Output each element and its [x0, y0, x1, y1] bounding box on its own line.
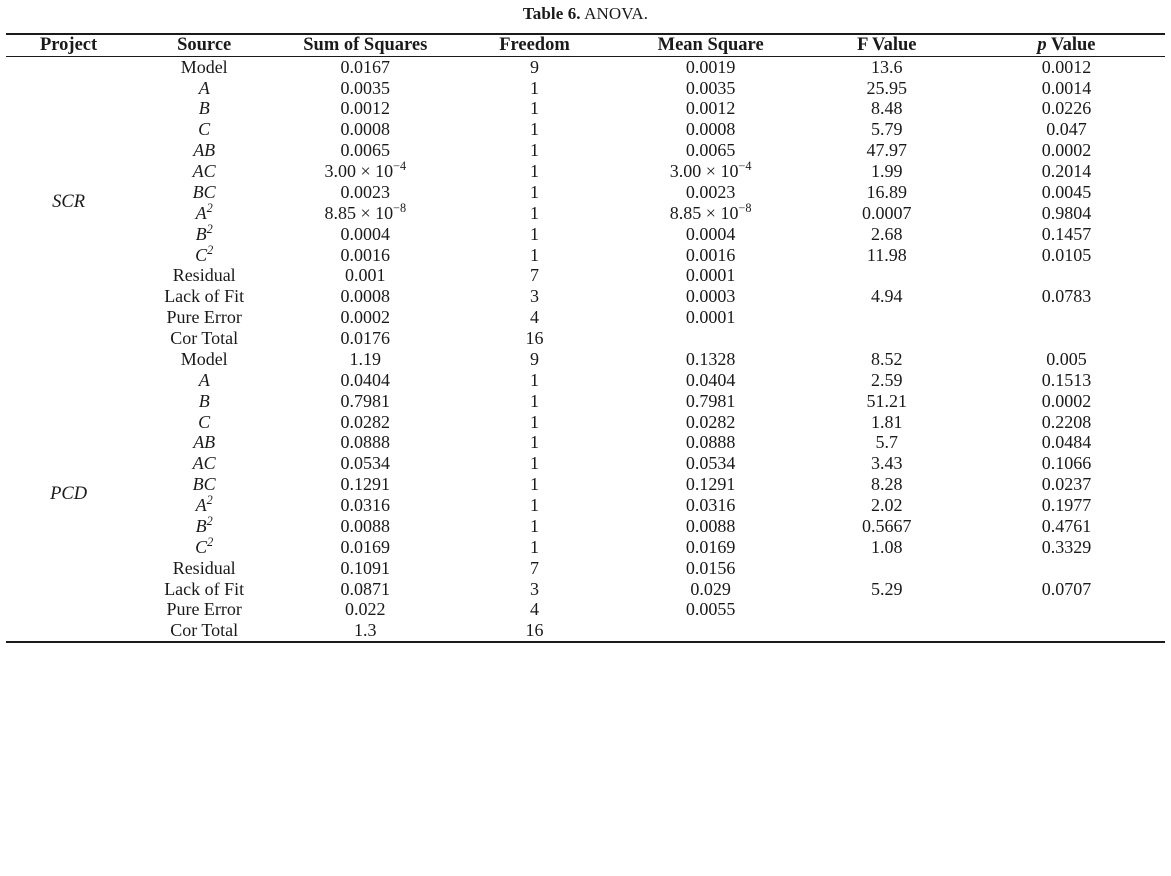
mean-square-cell: 0.0003 [685, 286, 736, 307]
freedom-cell: 1 [529, 474, 539, 495]
table-row [6, 98, 1165, 119]
sum-of-squares-cell: 0.0008 [340, 119, 391, 140]
freedom-cell: 1 [529, 432, 539, 453]
p-value-cell: 0.2208 [1041, 411, 1092, 432]
p-value-cell: 0.1513 [1041, 369, 1092, 390]
sum-of-squares-cell: 0.0316 [340, 495, 391, 516]
column-header-mean-square: Mean Square [657, 35, 764, 55]
p-value-cell: 0.1457 [1041, 223, 1092, 244]
sum-of-squares-cell: 0.0404 [340, 369, 391, 390]
source-cell: $B^2$ [195, 513, 213, 536]
rule-bottom [6, 642, 1165, 643]
sum-of-squares-cell: 0.0176 [340, 328, 391, 349]
p-value-cell: 0.0105 [1041, 244, 1092, 265]
mean-square-cell: 0.0001 [685, 265, 736, 286]
p-value-cell: 0.047 [1046, 119, 1087, 140]
f-value-cell: 5.29 [871, 578, 903, 599]
p-value-cell: 0.0783 [1041, 286, 1092, 307]
table-row [6, 599, 1165, 620]
p-value-cell [968, 620, 1165, 642]
table-row [6, 57, 1165, 78]
sum-of-squares-cell: 0.0023 [340, 181, 391, 202]
p-value-cell: 0.0484 [1041, 432, 1092, 453]
f-value-cell [806, 620, 968, 642]
freedom-cell: 3 [529, 286, 539, 307]
table-row [6, 495, 1165, 516]
f-value-cell: 1.08 [871, 536, 903, 557]
table-row [6, 432, 1165, 453]
sum-of-squares-cell: 0.0008 [340, 286, 391, 307]
source-cell: Model [180, 348, 228, 369]
f-value-cell: 8.28 [871, 474, 903, 495]
f-value-cell: 51.21 [866, 390, 908, 411]
f-value-cell [806, 307, 968, 328]
f-value-cell [806, 328, 968, 349]
mean-square-cell: 0.0282 [685, 411, 736, 432]
table-row [6, 119, 1165, 140]
source-cell: A [198, 77, 210, 98]
freedom-cell: 4 [529, 599, 539, 620]
source-cell: Pure Error [166, 599, 242, 620]
p-value-cell: 0.0045 [1041, 181, 1092, 202]
f-value-cell: 8.48 [871, 98, 903, 119]
freedom-cell: 3 [529, 578, 539, 599]
source-cell: $C^2$ [195, 534, 214, 557]
table-row [6, 579, 1165, 600]
mean-square-cell: 0.1328 [685, 348, 736, 369]
source-cell: Lack of Fit [164, 286, 245, 307]
freedom-cell: 1 [529, 453, 539, 474]
source-cell: C [198, 119, 211, 140]
freedom-cell: 1 [529, 369, 539, 390]
freedom-cell: 7 [529, 557, 539, 578]
table-row [6, 265, 1165, 286]
sum-of-squares-cell: $8.85 \times 10^{-8}$ [324, 200, 407, 223]
f-value-cell: 8.52 [871, 348, 903, 369]
mean-square-cell: 0.0088 [685, 515, 736, 536]
freedom-cell: 1 [529, 536, 539, 557]
p-value-cell: 0.1977 [1041, 495, 1092, 516]
mean-square-cell: 0.1291 [685, 474, 736, 495]
source-cell: Cor Total [170, 328, 239, 349]
p-value-cell: 0.0012 [1041, 56, 1092, 77]
freedom-cell: 9 [529, 56, 539, 77]
mean-square-cell: 0.0534 [685, 453, 736, 474]
p-value-cell: 0.0014 [1041, 77, 1092, 98]
table-row [6, 328, 1165, 349]
mean-square-cell: 0.0404 [685, 369, 736, 390]
f-value-cell: 5.79 [871, 119, 903, 140]
freedom-cell: 9 [529, 348, 539, 369]
p-value-cell: 0.005 [1046, 348, 1087, 369]
sum-of-squares-cell: 0.0088 [340, 515, 391, 536]
freedom-cell: 1 [529, 223, 539, 244]
table-row [6, 140, 1165, 161]
sum-of-squares-cell: 0.0035 [340, 77, 391, 98]
table-row [6, 161, 1165, 182]
source-cell: A [198, 369, 210, 390]
sum-of-squares-cell: 0.0169 [340, 536, 391, 557]
p-value-cell: 0.4761 [1041, 515, 1092, 536]
mean-square-cell: 0.0016 [685, 244, 736, 265]
f-value-cell: 5.7 [875, 432, 899, 453]
mean-square-cell: 0.0156 [685, 557, 736, 578]
table-row [6, 558, 1165, 579]
table-row [6, 349, 1165, 370]
table-row [6, 474, 1165, 495]
freedom-cell: 1 [529, 98, 539, 119]
p-value-cell: 0.0226 [1041, 98, 1092, 119]
freedom-cell: 1 [529, 244, 539, 265]
freedom-cell: 16 [525, 328, 544, 349]
sum-of-squares-cell: 0.0002 [340, 307, 391, 328]
table-row [6, 516, 1165, 537]
table-row [6, 537, 1165, 558]
sum-of-squares-cell: 0.1291 [340, 474, 391, 495]
table-caption-label: Table 6. [522, 4, 581, 23]
sum-of-squares-cell: 0.0012 [340, 98, 391, 119]
mean-square-cell: 0.0316 [685, 495, 736, 516]
table-row [6, 286, 1165, 307]
mean-square-cell: $3.00 \times 10^{-4}$ [669, 159, 752, 182]
column-header-sum-of-squares: Sum of Squares [303, 35, 428, 55]
freedom-cell: 1 [529, 77, 539, 98]
freedom-cell: 1 [529, 119, 539, 140]
table-row [6, 203, 1165, 224]
f-value-cell: 1.99 [871, 161, 903, 182]
sum-of-squares-cell: 0.022 [345, 599, 386, 620]
sum-of-squares-cell: 0.001 [345, 265, 386, 286]
source-cell: BC [192, 474, 216, 495]
f-value-cell: 16.89 [866, 181, 908, 202]
source-cell: B [198, 390, 210, 411]
p-value-cell: 0.0237 [1041, 474, 1092, 495]
freedom-cell: 16 [525, 620, 544, 641]
f-value-cell: 2.02 [871, 495, 903, 516]
f-value-cell: 47.97 [866, 140, 908, 161]
f-value-cell: 0.5667 [862, 515, 912, 536]
sum-of-squares-cell: 0.0888 [340, 432, 391, 453]
column-header-freedom: Freedom [499, 35, 570, 55]
table-caption-text: ANOVA. [584, 4, 649, 23]
p-value-cell: 0.1066 [1041, 453, 1092, 474]
source-cell: $A^2$ [195, 493, 213, 516]
header-row [6, 35, 1165, 56]
table-row [6, 412, 1165, 433]
f-value-cell: 2.68 [871, 223, 903, 244]
mean-square-cell: 0.029 [690, 578, 731, 599]
p-value-cell: 0.0002 [1041, 140, 1092, 161]
freedom-cell: 1 [529, 390, 539, 411]
table-row [6, 78, 1165, 99]
source-cell: Cor Total [170, 620, 239, 641]
source-cell: AB [193, 432, 216, 453]
sum-of-squares-cell: 0.0534 [340, 453, 391, 474]
f-value-cell: 0.0007 [862, 202, 912, 223]
mean-square-cell: $8.85 \times 10^{-8}$ [669, 200, 752, 223]
table-row [6, 453, 1165, 474]
table-row [6, 391, 1165, 412]
p-value-cell [968, 328, 1165, 349]
source-cell: Lack of Fit [164, 578, 245, 599]
column-header-source: Source [177, 35, 232, 55]
sum-of-squares-cell: $3.00 \times 10^{-4}$ [324, 159, 407, 182]
column-header-f-value: F Value [857, 35, 917, 55]
mean-square-cell [616, 620, 806, 642]
table-footer [6, 642, 1165, 643]
mean-square-cell: 0.0065 [685, 140, 736, 161]
mean-square-cell: 0.0888 [685, 432, 736, 453]
column-header-project: Project [40, 35, 98, 55]
f-value-cell [806, 599, 968, 620]
p-value-cell: 0.0002 [1041, 390, 1092, 411]
mean-square-cell: 0.0008 [685, 119, 736, 140]
p-value-cell: 0.3329 [1041, 536, 1092, 557]
table-row [6, 307, 1165, 328]
p-value-cell [968, 599, 1165, 620]
f-value-cell: 3.43 [871, 453, 903, 474]
freedom-cell: 7 [529, 265, 539, 286]
p-value-cell [968, 307, 1165, 328]
source-cell: Residual [172, 557, 236, 578]
freedom-cell: 1 [529, 202, 539, 223]
source-cell: AB [193, 140, 216, 161]
p-value-cell [968, 558, 1165, 579]
source-cell: AC [192, 161, 216, 182]
source-cell: B [198, 98, 210, 119]
mean-square-cell: 0.0019 [685, 56, 736, 77]
sum-of-squares-cell: 1.19 [349, 348, 382, 369]
mean-square-cell [616, 328, 806, 349]
source-cell: C [198, 411, 211, 432]
mean-square-cell: 0.0001 [685, 307, 736, 328]
sum-of-squares-cell: 0.7981 [340, 390, 391, 411]
sum-of-squares-cell: 0.1091 [340, 557, 391, 578]
source-cell: BC [192, 181, 216, 202]
freedom-cell: 4 [529, 307, 539, 328]
freedom-cell: 1 [529, 495, 539, 516]
freedom-cell: 1 [529, 181, 539, 202]
freedom-cell: 1 [529, 161, 539, 182]
source-cell: $C^2$ [195, 242, 214, 265]
table-caption [6, 0, 1165, 33]
source-cell: Residual [172, 265, 236, 286]
p-value-cell: 0.0707 [1041, 578, 1092, 599]
mean-square-cell: 0.0012 [685, 98, 736, 119]
table-row [6, 370, 1165, 391]
sum-of-squares-cell: 0.0065 [340, 140, 391, 161]
f-value-cell [806, 558, 968, 579]
f-value-cell: 13.6 [871, 56, 903, 77]
sum-of-squares-cell: 0.0004 [340, 223, 391, 244]
p-value-cell [968, 265, 1165, 286]
source-cell: Pure Error [166, 307, 242, 328]
table-row [6, 224, 1165, 245]
source-cell: Model [180, 56, 228, 77]
sum-of-squares-cell: 1.3 [354, 620, 377, 641]
p-value-cell: 0.2014 [1041, 161, 1092, 182]
f-value-cell: 4.94 [871, 286, 903, 307]
table-row [6, 245, 1165, 266]
table-body [6, 57, 1165, 643]
sum-of-squares-cell: 0.0871 [340, 578, 391, 599]
mean-square-cell: 0.0055 [685, 599, 736, 620]
f-value-cell: 1.81 [871, 411, 903, 432]
source-cell: AC [192, 453, 216, 474]
f-value-cell: 2.59 [871, 369, 903, 390]
source-cell: $B^2$ [195, 221, 213, 244]
project-cell: SCR [52, 192, 86, 213]
source-cell: $A^2$ [195, 200, 213, 223]
table-row [6, 620, 1165, 642]
freedom-cell: 1 [529, 411, 539, 432]
mean-square-cell: 0.7981 [685, 390, 736, 411]
mean-square-cell: 0.0023 [685, 181, 736, 202]
anova-table [6, 33, 1165, 643]
column-header-p-value: p Value [1037, 35, 1096, 55]
sum-of-squares-cell: 0.0016 [340, 244, 391, 265]
f-value-cell: 11.98 [866, 244, 907, 265]
freedom-cell: 1 [529, 140, 539, 161]
table-row [6, 182, 1165, 203]
project-cell: PCD [50, 484, 88, 505]
mean-square-cell: 0.0004 [685, 223, 736, 244]
sum-of-squares-cell: 0.0167 [340, 56, 391, 77]
f-value-cell [806, 265, 968, 286]
table-header [6, 34, 1165, 57]
mean-square-cell: 0.0169 [685, 536, 736, 557]
freedom-cell: 1 [529, 515, 539, 536]
mean-square-cell: 0.0035 [685, 77, 736, 98]
sum-of-squares-cell: 0.0282 [340, 411, 391, 432]
p-value-cell: 0.9804 [1041, 202, 1092, 223]
f-value-cell: 25.95 [866, 77, 908, 98]
